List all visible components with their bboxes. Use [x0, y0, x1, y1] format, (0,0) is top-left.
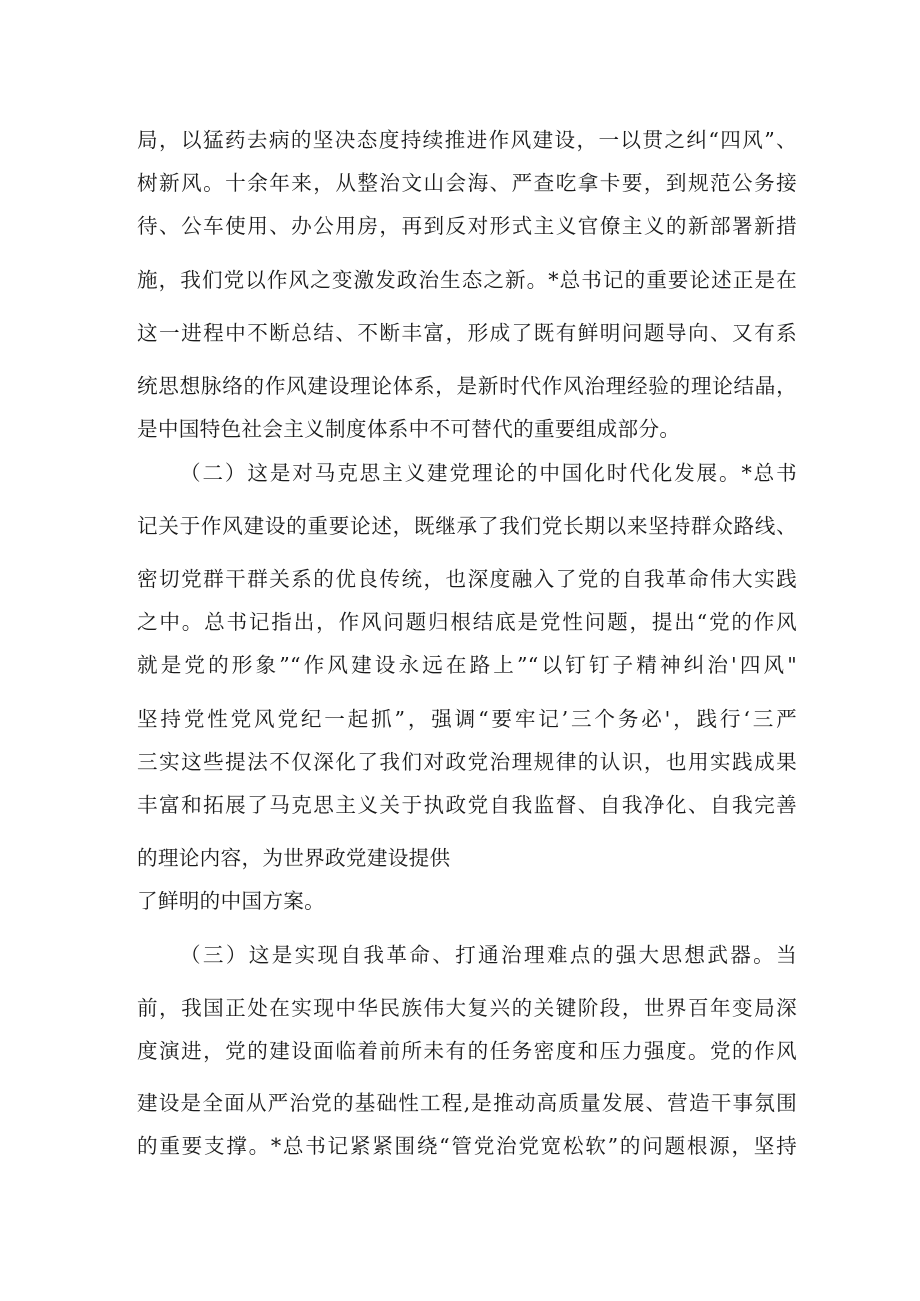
paragraph-line: 统思想脉络的作风建设理论体系，是新时代作风治理经验的理论结晶，	[137, 374, 797, 398]
paragraph-line: 前，我国正处在实现中华民族伟大复兴的关键阶段，世界百年变局深	[137, 996, 797, 1020]
paragraph-line: 的重要支撑。*总书记紧紧围绕“管党治党宽松软”的问题根源，坚持	[137, 1134, 797, 1158]
paragraph-line: 待、公车使用、办公用房，再到反对形式主义官僚主义的新部署新措	[137, 214, 797, 238]
paragraph-line: 的理论内容，为世界政党建设提供	[137, 846, 451, 870]
paragraph-line: 丰富和拓展了马克思主义关于执政党自我监督、自我净化、自我完善	[137, 793, 797, 817]
paragraph-line: 度演进，党的建设面临着前所未有的任务密度和压力强度。党的作风	[137, 1039, 797, 1063]
section-heading-line: （三）这是实现自我革命、打通治理难点的强大思想武器。当	[180, 943, 797, 967]
paragraph-line: 是中国特色社会主义制度体系中不可替代的重要组成部分。	[137, 417, 681, 441]
paragraph-line: 之中。总书记指出，作风问题归根结底是党性问题，提出“党的作风	[137, 610, 797, 634]
paragraph-line: 密切党群干群关系的优良传统，也深度融入了党的自我革命伟大实践	[137, 567, 797, 591]
paragraph-line: 就是党的形象”“作风建设永远在路上”“以钉钉子精神纠治'四风"	[137, 653, 797, 677]
section-heading-line: （二）这是对马克思主义建党理论的中国化时代化发展。*总书	[180, 461, 797, 485]
paragraph-line: 局，以猛药去病的坚决态度持续推进作风建设，一以贯之纠“四风”、	[137, 128, 797, 152]
paragraph-line: 树新风。十余年来，从整治文山会海、严查吃拿卡要，到规范公务接	[137, 171, 797, 195]
paragraph-line: 坚持党性党风党纪一起抓”，强调“要牢记’三个务必'，践行‘三严	[137, 707, 797, 731]
paragraph-line: 施，我们党以作风之变激发政治生态之新。*总书记的重要论述正是在	[137, 268, 797, 292]
paragraph-line: 建设是全面从严治党的基础性工程,是推动高质量发展、营造干事氛围	[137, 1091, 797, 1115]
paragraph-line: 这一进程中不断总结、不断丰富，形成了既有鲜明问题导向、又有系	[137, 321, 797, 345]
paragraph-line: 了鲜明的中国方案。	[137, 889, 326, 913]
paragraph-line: 记关于作风建设的重要论述，既继承了我们党长期以来坚持群众路线、	[137, 514, 797, 538]
paragraph-line: 三实这些提法不仅深化了我们对政党治理规律的认识，也用实践成果	[137, 750, 797, 774]
